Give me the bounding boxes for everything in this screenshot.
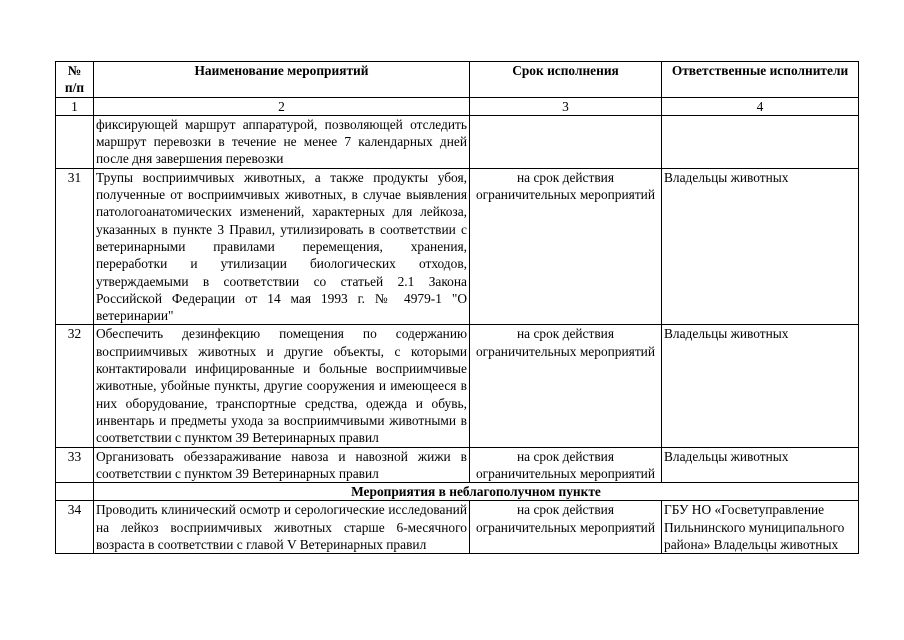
section-title: Мероприятия в неблагополучном пункте: [94, 483, 859, 501]
row-number: [56, 115, 94, 168]
header-number: № п/п: [56, 62, 94, 98]
header-deadline: Срок исполнения: [470, 62, 662, 98]
column-number: 3: [470, 97, 662, 115]
deadline: на срок действия ограничительных мероприятий: [470, 325, 662, 447]
row-number: 31: [56, 168, 94, 325]
deadline: [470, 115, 662, 168]
measure-text: Организовать обеззараживание навоза и навозной жижи в соответствии с пунктом 39 Ветеринарных правил: [94, 447, 470, 483]
column-number: 1: [56, 97, 94, 115]
header-row: [56, 62, 859, 98]
responsible: [662, 115, 859, 168]
measure-text: Трупы восприимчивых животных, а также продукты убоя, полученные от восприимчивых животных, в случае выявления патологоанатомических изменений, характерных для лейкоза, указанных в пункте 3 Правил, утилизировать в соответствии с ветеринарными правилами перемещения, хранения, переработки и утилизации биологических отходов, утверждаемыми в соответствии со статьей 2.1 Закона Российской Федерации от 14 мая 1993 г. № 4979-1 "О ветеринарии": [94, 168, 470, 325]
measures-table: [55, 61, 859, 554]
column-number: 2: [94, 97, 470, 115]
deadline: на срок действия ограничительных мероприятий: [470, 168, 662, 325]
column-number: 4: [662, 97, 859, 115]
table-row: [56, 325, 859, 447]
measure-text: Проводить клинический осмотр и серологические исследований на лейкоз восприимчивых животных старше 6-месячного возраста в соответствии с главой V Ветеринарных правил: [94, 501, 470, 554]
responsible: Владельцы животных: [662, 325, 859, 447]
deadline: на срок действия ограничительных мероприятий: [470, 447, 662, 483]
header-responsible: Ответственные исполнители: [662, 62, 859, 98]
responsible: Владельцы животных: [662, 447, 859, 483]
column-number-row: [56, 97, 859, 115]
row-number: 33: [56, 447, 94, 483]
table-row: [56, 501, 859, 554]
responsible: ГБУ НО «Госветуправление Пильнинского муниципального района» Владельцы животных: [662, 501, 859, 554]
row-number: 32: [56, 325, 94, 447]
measure-text: Обеспечить дезинфекцию помещения по содержанию восприимчивых животных и другие объекты, с которыми контактировали инфицированные и больные восприимчивые животные, убойные пункты, другие сооружения и имеющееся в них оборудование, транспортные средства, одежда и обувь, инвентарь и предметы ухода за восприимчивыми животными в соответствии с пунктом 39 Ветеринарных правил: [94, 325, 470, 447]
measure-text: фиксирующей маршрут аппаратурой, позволяющей отследить маршрут перевозки в течение не менее 7 календарных дней после дня завершения перевозки: [94, 115, 470, 168]
table-row: [56, 168, 859, 325]
responsible: Владельцы животных: [662, 168, 859, 325]
header-name: Наименование мероприятий: [94, 62, 470, 98]
continuation-row: [56, 115, 859, 168]
row-number: [56, 483, 94, 501]
table-row: [56, 447, 859, 483]
row-number: 34: [56, 501, 94, 554]
section-row: [56, 483, 859, 501]
deadline: на срок действия ограничительных мероприятий: [470, 501, 662, 554]
